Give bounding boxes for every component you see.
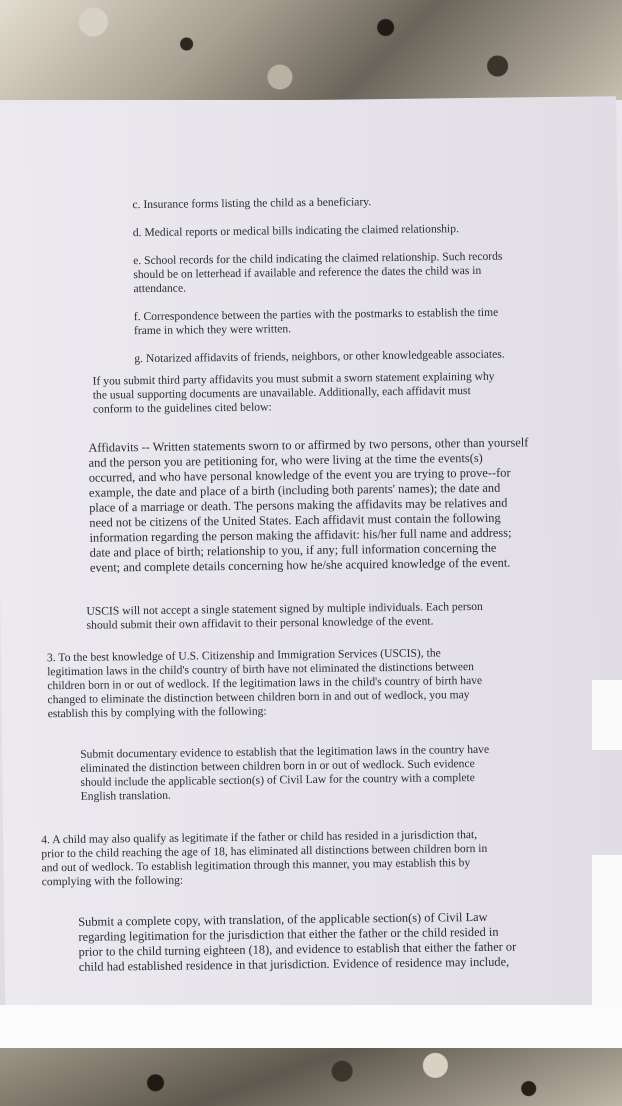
item-4: 4. A child may also qualify as legitimate if the father or child has resided in a jurisdiction that, prior to the child reaching the age of 18, has eliminated all distinctions between children born in and out of wedlock. To establish legitimation through this manner, you may establish this by complying with the following:: [41, 827, 488, 889]
item-c: c. Insurance forms listing the child as a beneficiary.: [132, 195, 372, 212]
item-e: e. School records for the child indicating the claimed relationship. Such records should be on letterhead if available and reference the dates the child was in attendance.: [133, 249, 503, 296]
item-g: g. Notarized affidavits of friends, neighbors, or other knowledgeable associates.: [134, 347, 505, 366]
uscis-note: USCIS will not accept a single statement signed by multiple individuals. Each person should submit their own affidavit to their personal knowledge of the event.: [86, 599, 483, 632]
white-card-edge-lower: [592, 855, 622, 1005]
third-party-note: If you submit third party affidavits you must submit a sworn statement explaining why the usual supporting documents are unavailable. Additionally, each affidavit must conform to the guidelines cited below:: [92, 369, 495, 416]
item-3-subparagraph: Submit documentary evidence to establish that the legitimation laws in the country have eliminated the distinction between children born in or out of wedlock. Such evidence should include the applicable section(s) of Civil Law for the country with a complete English translation.: [80, 742, 490, 803]
item-f: f. Correspondence between the parties with the postmarks to establish the time frame in which they were written.: [133, 305, 499, 338]
item-d: d. Medical reports or medical bills indicating the claimed relationship.: [132, 222, 460, 240]
countertop-bottom: [0, 1048, 622, 1106]
document-page: [0, 96, 622, 1054]
white-card-edge: [592, 680, 622, 750]
countertop-top: [0, 0, 622, 110]
item-3: 3. To the best knowledge of U.S. Citizenship and Immigration Services (USCIS), the legitimation laws in the child's country of birth have not eliminated the distinctions between children born in or out of wedlock. If the legitimation laws in the child's country of birth have changed to eliminate the distinction between children born in and out of wedlock, you may establish this by complying with the following:: [46, 646, 483, 721]
affidavits-paragraph: Affidavits -- Written statements sworn to or affirmed by two persons, other than yourself and the person you are petitioning for, who were living at the time the events(s) occurred, and who have personal knowledge of the event you are trying to prove--for example, the date and place of a birth (including both parents' names); the date and place of a marriage or death. The persons making the affidavits may be relatives and need not be citizens of the United States. Each affidavit must contain the following information regarding the person making the affidavit: his/her full name and address; date and place of birth; relationship to you, if any; full information concerning the event; and complete details concerning how he/she acquired knowledge of the event.: [88, 435, 529, 575]
white-paper-strip: [0, 1005, 622, 1050]
item-4-subparagraph: Submit a complete copy, with translation, of the applicable section(s) of Civil Law regarding legitimation for the jurisdiction that either the father or the child resided in prior to the child turning eighteen (18), and evidence to establish that either the father or child had established residence in that jurisdiction. Evidence of residence may include,: [78, 909, 517, 974]
